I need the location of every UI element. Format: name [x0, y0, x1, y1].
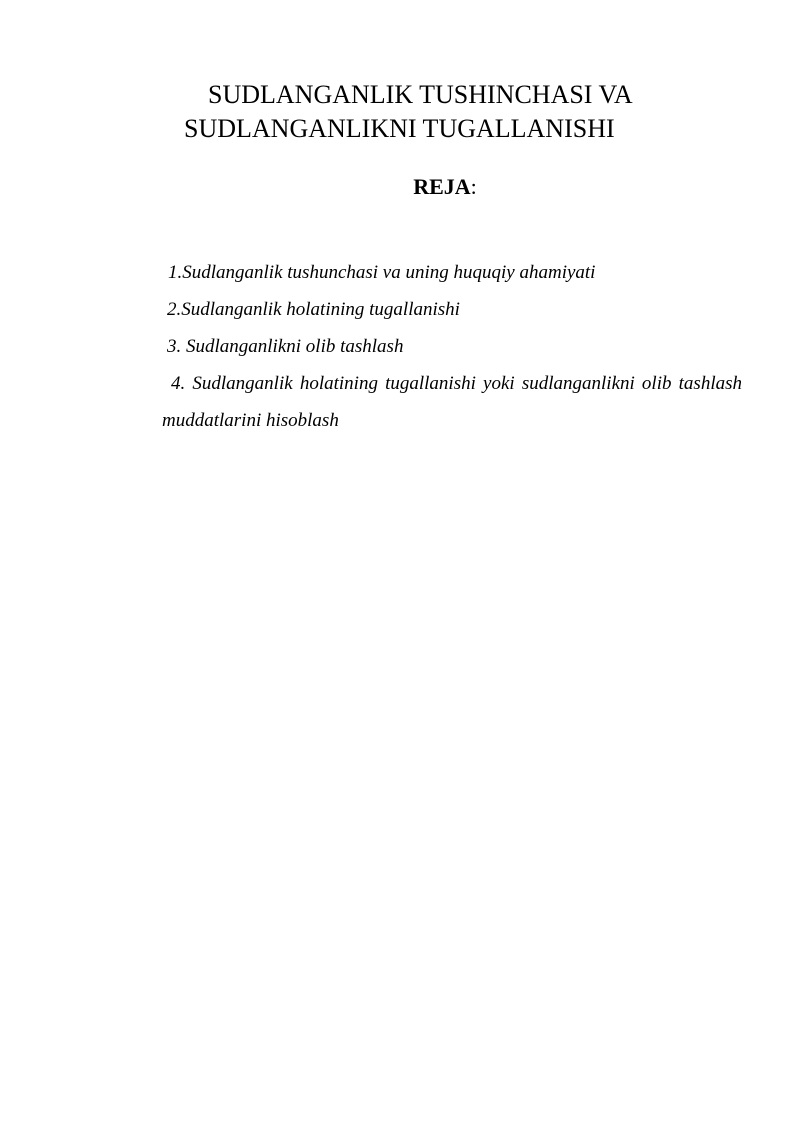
plan-item-4: 4. Sudlanganlik holatining tugallanishi yoki sudlanganlikni olib tashlash muddatlarini hisoblash — [162, 373, 742, 431]
plan-item-1: 1.Sudlanganlik tushunchasi va uning huquqiy ahamiyati — [168, 262, 596, 283]
plan-list — [162, 254, 742, 439]
plan-item-3: 3. Sudlanganlikni olib tashlash — [167, 336, 404, 357]
document-title — [150, 78, 740, 146]
title-line-1: SUDLANGANLIK TUSHINCHASI VA — [208, 80, 633, 109]
plan-heading-label: REJA — [413, 174, 471, 199]
plan-heading-colon: : — [470, 174, 477, 199]
plan-item-2: 2.Sudlanganlik holatining tugallanishi — [167, 299, 460, 320]
title-line-2: SUDLANGANLIKNI TUGALLANISHI — [184, 114, 615, 143]
plan-heading — [150, 172, 740, 202]
